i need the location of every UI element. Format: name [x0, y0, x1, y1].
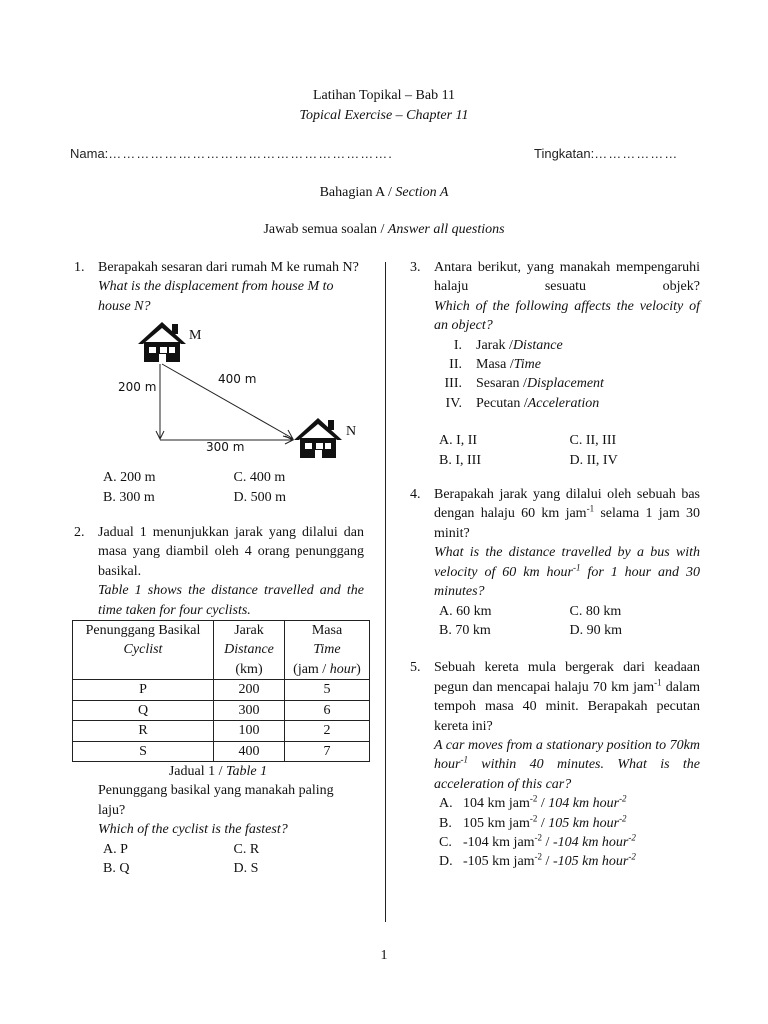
- instr-en: Answer all questions: [387, 222, 505, 237]
- option-b[interactable]: B. Q: [103, 860, 130, 876]
- question-2: [74, 523, 364, 840]
- option-a[interactable]: A. 60 km: [439, 603, 492, 619]
- option-b[interactable]: B. I, III: [439, 452, 481, 468]
- question-number: 5.: [410, 660, 421, 676]
- option-b[interactable]: B. 300 m: [103, 489, 155, 505]
- option-d[interactable]: D. 90 km: [569, 622, 622, 638]
- instr-ms: Jawab semua soalan /: [263, 222, 388, 237]
- header-time-ms: Masa: [311, 623, 343, 639]
- instructions: [0, 222, 768, 238]
- page-number: 1: [380, 948, 388, 963]
- ask-text-ms: Penunggang basikal yang manakah paling laju?: [98, 783, 334, 818]
- option-d[interactable]: D. II, IV: [569, 452, 618, 468]
- question-text-ms: Jadual 1 menunjukkan jarak yang dilalui dan masa yang diambil oleh 4 orang penunggang basikal.: [98, 525, 364, 579]
- question-text-en: What is the distance travelled by a bus with velocity of 60 km hour$^{-1}$ for 1 hour and 30 minutes?: [434, 545, 701, 600]
- displacement-diagram: [74, 316, 364, 476]
- option-c[interactable]: C. R: [233, 841, 260, 857]
- question-text-ms: Antara berikut, yang manakah mempengaruhi halaju sesuatu objek?: [434, 260, 700, 295]
- question-text-en: What is the displacement from house M to house N?: [98, 279, 334, 314]
- list-item: IV. Pecutan / Acceleration: [445, 395, 600, 411]
- page-subtitle: Topical Exercise – Chapter 11: [299, 108, 469, 123]
- option-c[interactable]: C. 400 m: [233, 470, 286, 486]
- header-time-en: Time: [313, 642, 341, 658]
- form-label: Tingkatan:: [534, 146, 595, 161]
- option-a[interactable]: A. I, II: [439, 433, 478, 449]
- question-text-en: A car moves from a stationary position to 70km hour$^{-1}$ within 40 minutes. What is the acceleration of this car?: [434, 737, 700, 792]
- header-time-unit: (jam / hour): [293, 661, 361, 677]
- option-a[interactable]: A. 104 km jam$^{-2}$ / 104 km hour$^{-2}$: [439, 793, 627, 812]
- section-en: Section A: [395, 185, 449, 200]
- page-title: Latihan Topikal – Bab 11: [312, 88, 456, 103]
- option-c[interactable]: C. 80 km: [569, 603, 622, 619]
- question-1: [74, 258, 364, 316]
- header-distance-en: Distance: [224, 642, 274, 658]
- column-divider: [385, 262, 386, 922]
- question-text-ms: Berapakah sesaran dari rumah M ke rumah N?: [98, 260, 359, 275]
- option-a[interactable]: A. 200 m: [103, 470, 156, 486]
- right-column: [410, 258, 700, 872]
- house-m-icon: [138, 322, 186, 362]
- list-item: II. Masa / Time: [449, 357, 541, 373]
- label-200m: 200 m: [118, 380, 157, 395]
- list-item: III. Sesaran / Displacement: [444, 376, 604, 392]
- table-row: R 100 2: [73, 721, 370, 741]
- house-n-icon: [294, 418, 342, 458]
- table-row: P 200 5: [73, 680, 370, 700]
- left-column: [74, 258, 364, 878]
- table-caption: Jadual 1 / Table 1: [168, 763, 268, 779]
- name-label: Nama:: [70, 146, 109, 161]
- option-b[interactable]: B. 105 km jam$^{-2}$ / 105 km hour$^{-2}$: [439, 812, 627, 831]
- header-cyclist-en: Cyclist: [123, 642, 163, 658]
- q4-options: [410, 602, 700, 641]
- question-text-en: Table 1 shows the distance travelled and the time taken for four cyclists.: [98, 583, 364, 618]
- header-cyclist-ms: Penunggang Basikal: [85, 623, 201, 639]
- option-c[interactable]: C. II, III: [569, 433, 617, 449]
- q5-options: [410, 794, 700, 872]
- option-d[interactable]: D. -105 km jam$^{-2}$ / -105 km hour$^{-2}$: [439, 851, 636, 870]
- question-number: 3.: [410, 260, 421, 275]
- q2-options: [74, 840, 364, 879]
- label-300m: 300 m: [206, 440, 245, 455]
- table-row: Q 300 6: [73, 700, 370, 720]
- table-row: S 400 7: [73, 741, 370, 761]
- option-c[interactable]: C. -104 km jam$^{-2}$ / -104 km hour$^{-2}$: [439, 832, 636, 850]
- list-item: I. Jarak / Distance: [453, 337, 563, 353]
- question-text-en: Which of the following affects the velocity of an object?: [434, 298, 700, 334]
- header-distance-ms: Jarak: [234, 623, 264, 639]
- question-number: 4.: [410, 487, 421, 503]
- option-b[interactable]: B. 70 km: [439, 622, 491, 638]
- header-distance-unit: (km): [235, 661, 263, 677]
- question-4: [410, 485, 700, 601]
- form-field: [534, 146, 678, 161]
- name-dots: …………………………………………………….: [108, 146, 393, 161]
- q3-options: [410, 431, 700, 470]
- question-5: [410, 658, 700, 794]
- question-text-ms: Sebuah kereta mula bergerak dari keadaan pegun dan mencapai halaju 70 km jam$^{-1}$ dalam tempoh masa 40 minit. Berapakah pecutan kereta ini?: [434, 660, 700, 734]
- cyclist-table: [72, 620, 370, 762]
- question-text-ms: Berapakah jarak yang dilalui oleh sebuah bas dengan halaju 60 km jam$^{-1}$ selama 1 jam 30 minit?: [434, 487, 700, 541]
- section-heading: [0, 185, 768, 201]
- section-ms: Bahagian A /: [319, 185, 396, 200]
- option-d[interactable]: D. 500 m: [233, 489, 286, 505]
- option-d[interactable]: D. S: [233, 860, 259, 876]
- ask-text-en: Which of the cyclist is the fastest?: [98, 822, 288, 838]
- question-number: 1.: [74, 260, 85, 275]
- table-header-row: [73, 621, 370, 680]
- question-3: [410, 258, 700, 413]
- form-dots: ………………: [594, 146, 679, 161]
- roman-list: [434, 336, 700, 414]
- label-m: M: [189, 328, 202, 344]
- option-a[interactable]: A. P: [103, 841, 128, 857]
- label-400m: 400 m: [218, 372, 257, 387]
- question-number: 2.: [74, 525, 85, 541]
- name-field: [70, 146, 393, 161]
- label-n: N: [346, 424, 357, 440]
